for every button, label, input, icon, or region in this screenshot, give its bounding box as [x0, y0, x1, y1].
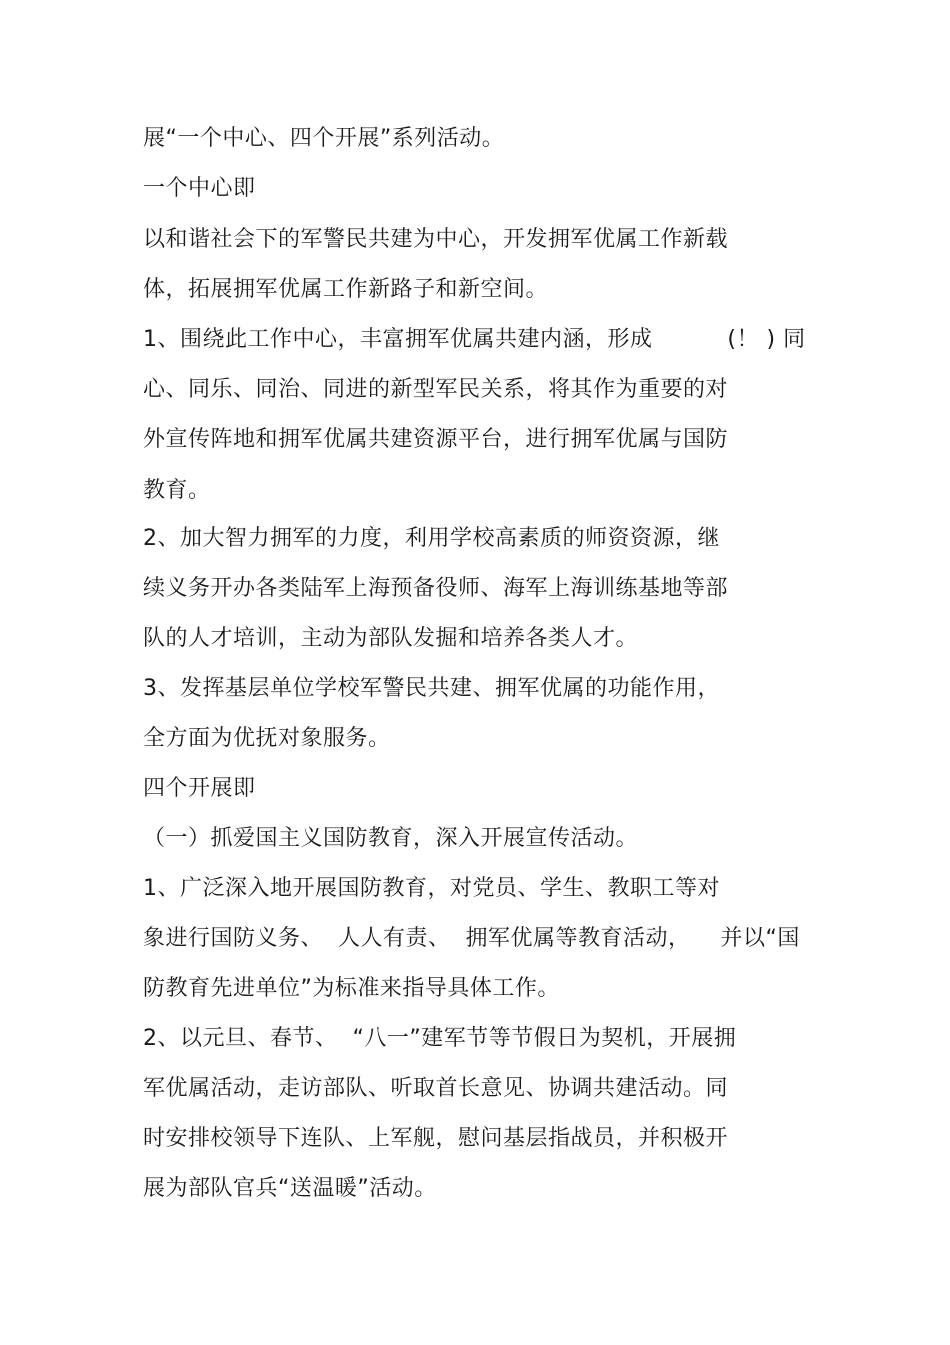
text-line: 续义务开办各类陆军上海预备役师、海军上海训练基地等部: [143, 576, 729, 601]
text-line: 教育。: [143, 478, 211, 503]
text-line: 军优属活动，走访部队、听取首长意见、协调共建活动。同: [143, 1076, 729, 1101]
text-line: 四个开展即: [143, 776, 256, 801]
text-line: （一）抓爱国主义国防教育，深入开展宣传活动。: [143, 826, 639, 851]
text-line: 1、围绕此工作中心，丰富拥军优属共建内涵，形成 (！ ) 同: [143, 327, 806, 352]
text-line: 2、以元旦、春节、 “八一”建军节等节假日为契机，开展拥: [143, 1026, 737, 1051]
text-line: 心、同乐、同治、同进的新型军民关系，将其作为重要的对: [143, 377, 729, 402]
text-line: 展“一个中心、四个开展”系列活动。: [143, 126, 505, 151]
text-line: 时安排校领导下连队、上军舰，慰问基层指战员，并积极开: [143, 1126, 729, 1151]
text-line: 全方面为优抚对象服务。: [143, 726, 391, 751]
text-line: 1、广泛深入地开展国防教育，对党员、学生、教职工等对: [143, 876, 720, 901]
text-line: 队的人才培训，主动为部队发掘和培养各类人才。: [143, 626, 639, 651]
text-line: 以和谐社会下的军警民共建为中心，开发拥军优属工作新载: [143, 227, 729, 252]
text-line: 外宣传阵地和拥军优属共建资源平台，进行拥军优属与国防: [143, 427, 729, 452]
text-line: 2、加大智力拥军的力度，利用学校高素质的师资资源，继: [143, 526, 720, 551]
text-line: 展为部队官兵“送温暖”活动。: [143, 1176, 437, 1201]
text-line: 3、发挥基层单位学校军警民共建、拥军优属的功能作用，: [143, 676, 720, 701]
text-line: 一个中心即: [143, 176, 256, 201]
text-line: 体，拓展拥军优属工作新路子和新空间。: [143, 277, 549, 302]
text-line: 防教育先进单位”为标准来指导具体工作。: [143, 976, 560, 1001]
text-line: 象进行国防义务、 人人有责、 拥军优属等教育活动， 并以“国: [143, 926, 800, 951]
